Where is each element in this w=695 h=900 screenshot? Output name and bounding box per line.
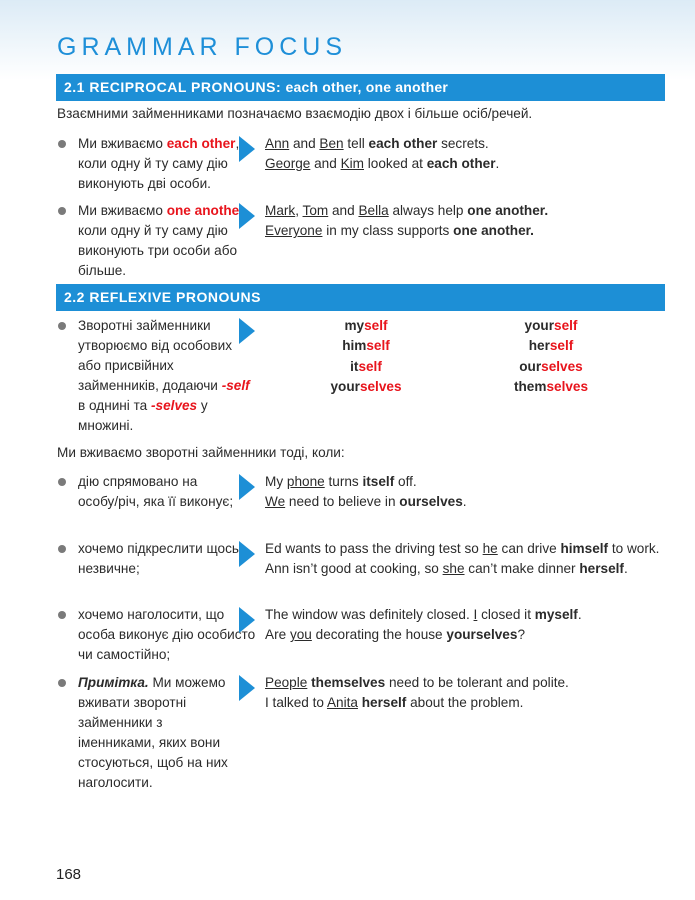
bullet-icon	[58, 478, 66, 486]
arrow-right-icon	[239, 675, 255, 701]
arrow-right-icon	[239, 541, 255, 567]
section-heading-main: 2.1 RECIPROCAL PRONOUNS:	[64, 79, 282, 95]
note-text: Примітка. Ми можемо вживати зворотні займенники з іменниками, яких вони стосуються, щоб на них наголосити.	[78, 675, 228, 790]
example-line: We need to believe in ourselves.	[265, 494, 467, 509]
example-line: Mark, Tom and Bella always help one another.	[265, 203, 549, 218]
bullet-icon	[58, 679, 66, 687]
examples	[265, 605, 665, 645]
examples	[265, 673, 665, 713]
rule-text: хочемо наголосити, що особа виконує дію особисто чи самостійно;	[78, 607, 256, 662]
examples	[265, 472, 665, 512]
pronoun: yourself	[524, 318, 578, 333]
section-heading-rest: each other, one another	[285, 79, 449, 95]
bullet-icon	[58, 322, 66, 330]
section-heading-reciprocal	[56, 74, 665, 101]
examples	[265, 539, 665, 579]
example-line: Ann and Ben tell each other secrets.	[265, 136, 489, 151]
page-number: 168	[56, 866, 82, 883]
example-line: Ed wants to pass the driving test so he can drive himself to work.	[265, 541, 660, 556]
section-heading-reflexive: 2.2 REFLEXIVE PRONOUNS	[56, 284, 665, 311]
example-line: George and Kim looked at each other.	[265, 156, 500, 171]
bullet-icon	[58, 207, 66, 215]
reciprocal-intro: Взаємними займенниками позначаємо взаємодію двох і більше осіб/речей.	[57, 106, 533, 121]
pronoun: herself	[528, 338, 574, 354]
example-line: Are you decorating the house yourselves?	[265, 627, 525, 642]
example-line: People themselves need to be tolerant and polite.	[265, 675, 569, 690]
arrow-right-icon	[239, 203, 255, 229]
rule-text: Ми вживаємо one another, коли одну й ту саму дію виконують три особи або більше.	[78, 203, 249, 278]
rule-text: дію спрямовано на особу/річ, яка її виконує;	[78, 474, 234, 509]
pronoun: itself	[350, 358, 382, 374]
example-line: My phone turns itself off.	[265, 474, 417, 489]
bullet-icon	[58, 140, 66, 148]
arrow-right-icon	[239, 136, 255, 162]
bullet-icon	[58, 611, 66, 619]
arrow-right-icon	[239, 607, 255, 633]
pronoun-column-right	[476, 316, 626, 398]
pronoun-column-left	[296, 316, 436, 398]
example-line: Everyone in my class supports one another.	[265, 223, 534, 238]
pronoun: ourselves	[519, 358, 583, 374]
example-line: Ann isn’t good at cooking, so she can’t make dinner herself.	[265, 561, 628, 576]
bullet-icon	[58, 545, 66, 553]
reflexive-usage-intro: Ми вживаємо зворотні займенники тоді, коли:	[57, 445, 345, 460]
arrow-right-icon	[239, 474, 255, 500]
pronoun: themselves	[513, 379, 589, 395]
pronoun: myself	[344, 318, 388, 333]
example-line: I talked to Anita herself about the problem.	[265, 695, 524, 710]
pronoun: himself	[342, 338, 390, 354]
rule-text: Ми вживаємо each other, коли одну й ту саму дію виконують дві особи.	[78, 136, 240, 191]
examples	[265, 134, 665, 174]
rule-text: хочемо підкреслити щось незвичне;	[78, 541, 240, 576]
arrow-right-icon	[239, 318, 255, 344]
rule-text: Зворотні займенники утворюємо від особових або присвійних займенників, додаючи -self в однині та -selves у множині.	[78, 318, 250, 433]
pronoun: yourselves	[330, 379, 402, 395]
examples	[265, 201, 665, 241]
page-title: GRAMMAR FOCUS	[57, 33, 347, 61]
example-line: The window was definitely closed. I closed it myself.	[265, 607, 582, 622]
